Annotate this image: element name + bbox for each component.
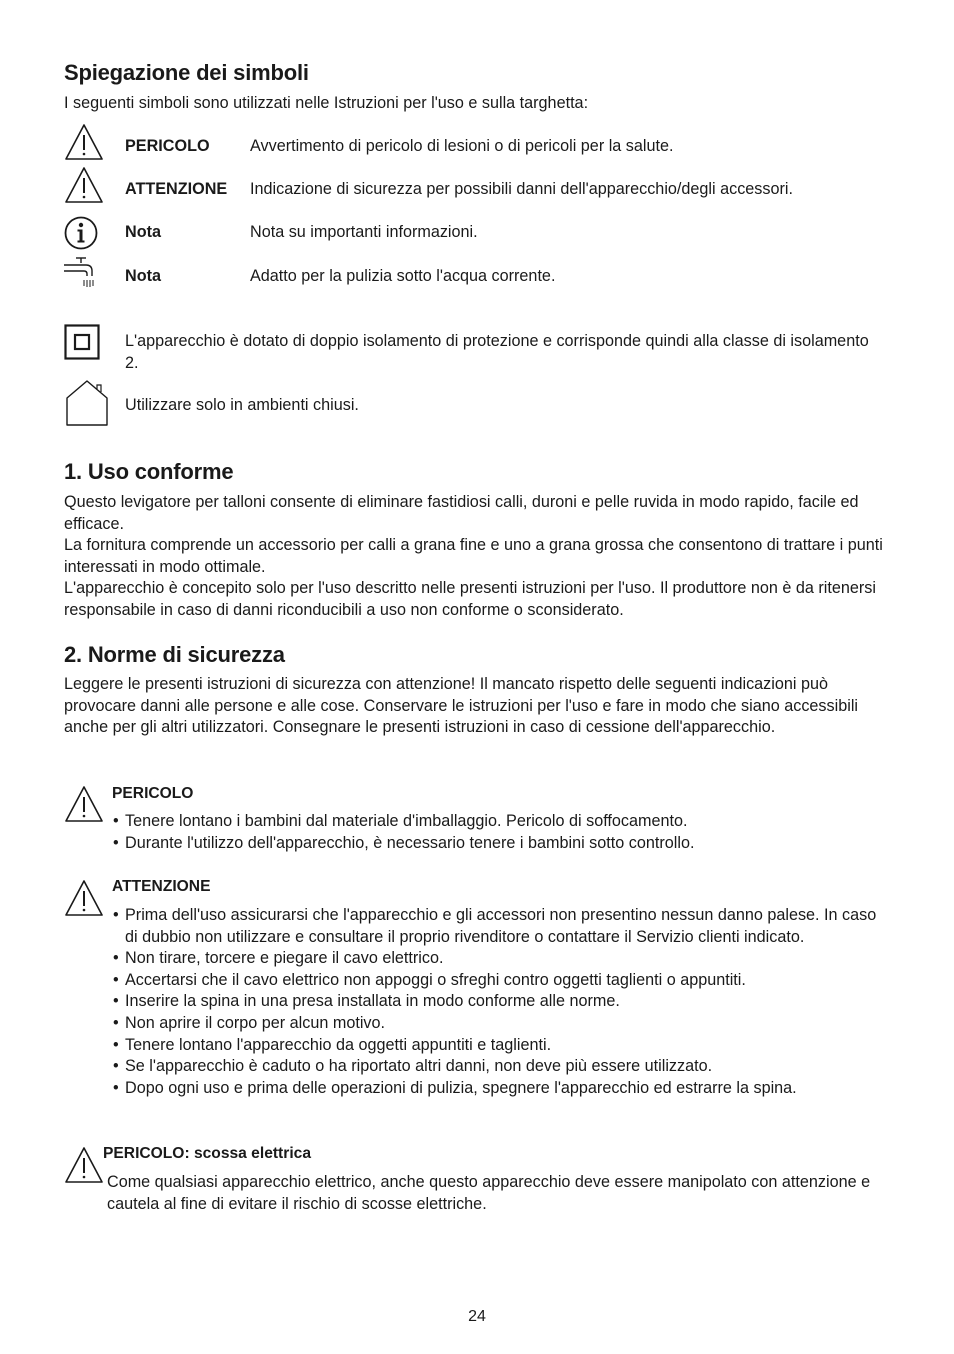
section-uso-conforme-body [64,492,894,621]
warning-triangle-icon [64,123,104,161]
paragraph: L'apparecchio è concepito solo per l'uso descritto nelle presenti istruzioni per l'uso. Il produttore non è da ritenersi responsabile in caso di danni riconducibili a uso non conforme o sconsiderato. [64,579,876,619]
paragraph: Questo levigatore per talloni consente di eliminare fastidiosi calli, duroni e pelle ruvida in modo rapido, facile ed efficace. [64,493,859,533]
section-uso-conforme-title: 1. Uso conforme [64,459,234,484]
scossa-heading: PERICOLO: scossa elettrica [103,1145,311,1162]
symbols-section-title: Spiegazione dei simboli [64,60,309,85]
paragraph: La fornitura comprende un accessorio per calli a grana fine e uno a grana grossa che consentono di trattare i punti interessati in modo ottimale. [64,536,883,576]
warning-triangle-icon [64,166,104,204]
symbol-label-nota-acqua: Nota [125,267,161,285]
symbols-intro: I seguenti simboli sono utilizzati nelle Istruzioni per l'uso e sulla targhetta: [64,94,589,112]
double-insulation-icon [64,324,100,360]
symbol-label-attenzione: ATTENZIONE [125,180,228,198]
list-item: • Se l'apparecchio è caduto o ha riportato altri danni, non deve più essere utilizzato. [113,1056,888,1078]
section-norme-sicurezza-title: 2. Norme di sicurezza [64,642,285,667]
scossa-text: Come qualsiasi apparecchio elettrico, anche questo apparecchio deve essere manipolato con attenzione e cautela al fine di evitare il rischio di scosse elettriche. [107,1173,871,1213]
list-item: • Non tirare, torcere e piegare il cavo elettrico. [113,948,888,970]
faucet-water-icon [62,256,100,290]
list-item: • Accertarsi che il cavo elettrico non appoggi o sfreghi contro oggetti taglienti o appuntiti. [113,970,888,992]
pericolo-heading: PERICOLO [112,785,194,802]
list-item: • Durante l'utilizzo dell'apparecchio, è necessario tenere i bambini sotto controllo. [113,833,893,855]
attenzione-heading: ATTENZIONE [112,878,211,895]
list-item: • Non aprire il corpo per alcun motivo. [113,1013,888,1035]
symbol-desc-pericolo: Avvertimento di pericolo di lesioni o di pericoli per la salute. [250,137,674,155]
list-item: • Inserire la spina in una presa installata in modo conforme alle norme. [113,991,888,1013]
house-indoor-icon [64,378,110,428]
list-item: • Dopo ogni uso e prima delle operazioni di pulizia, spegnere l'apparecchio ed estrarre la spina. [113,1078,888,1100]
info-circle-icon [64,216,98,250]
page-number: 24 [468,1308,486,1325]
list-item: • Prima dell'uso assicurarsi che l'apparecchio e gli accessori non presentino nessun danno palese. In caso di dubbio non utilizzare e consultare il proprio rivenditore o contattare il Servizio clienti indicato. [113,905,888,948]
section-norme-sicurezza-intro: Leggere le presenti istruzioni di sicurezza con attenzione! Il mancato rispetto delle seguenti indicazioni può provocare danni alle persone e alle cose. Conservare le istruzioni per l'uso e fare in modo che siano accessibili anche per gli altri utilizzatori. Consegnare le presenti istruzioni in caso di cessione dell'apparecchio. [64,675,859,736]
list-item: • Tenere lontano i bambini dal materiale d'imballaggio. Pericolo di soffocamento. [113,811,893,833]
symbol-desc-nota-acqua: Adatto per la pulizia sotto l'acqua corrente. [250,267,556,285]
double-insulation-text: L'apparecchio è dotato di doppio isolamento di protezione e corrisponde quindi alla classe di isolamento 2. [125,332,869,372]
symbol-label-nota-info: Nota [125,223,161,241]
warning-triangle-icon [64,879,104,917]
warning-triangle-icon [64,785,104,823]
pericolo-list [113,811,893,854]
indoor-only-text: Utilizzare solo in ambienti chiusi. [125,396,359,414]
symbol-desc-nota-info: Nota su importanti informazioni. [250,223,478,241]
symbol-desc-attenzione: Indicazione di sicurezza per possibili danni dell'apparecchio/degli accessori. [250,180,793,198]
warning-triangle-icon [64,1146,104,1184]
list-item: • Tenere lontano l'apparecchio da oggetti appuntiti e taglienti. [113,1035,888,1057]
attenzione-list [113,905,888,1099]
symbol-label-pericolo: PERICOLO [125,137,210,155]
